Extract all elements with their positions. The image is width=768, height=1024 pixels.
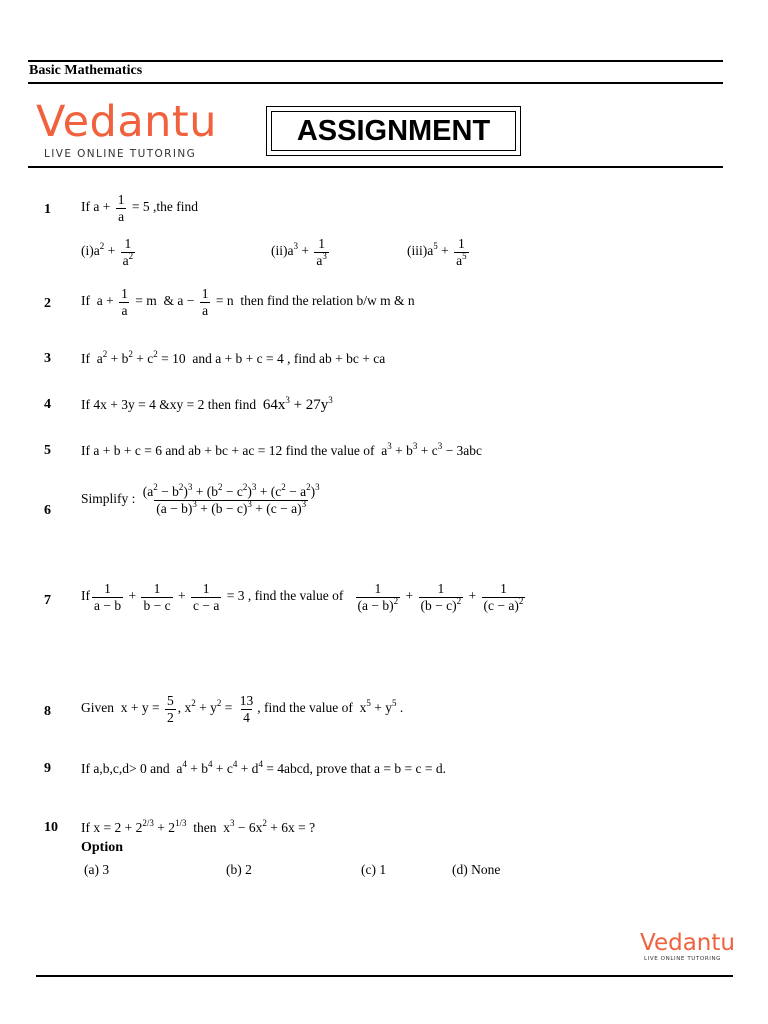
question-1-part-ii: $(ii)a^3$ + $\frac{1}{a^3}$ — [271, 236, 327, 268]
logo-wordmark: Vedantu — [36, 97, 218, 147]
question-number-10: 10 — [44, 820, 58, 835]
footer-logo-tagline: LIVE ONLINE TUTORING — [644, 956, 722, 962]
question-number-5: 5 — [44, 443, 51, 458]
question-number-6: 6 — [44, 503, 51, 518]
question-4: If 4x + 3y = 4 &xy = 2 then find $64x^3 + 27y^3$ — [81, 395, 333, 413]
question-3: If $a^2 + b^2 + c^2 = 10$ and a + b + c = 4 , find ab + bc + ca — [81, 349, 386, 366]
question-5: If a + b + c = 6 and ab + bc + ac = 12 find the value of $a^3 + b^3 + c^3 - 3abc$ — [81, 441, 483, 458]
question-7: If $\frac{1}{a - b}$ + $\frac{1}{b - c}$ + $\frac{1}{c - a}$ = 3 , find the value of $\frac{1}{(a - b)^2}$ + $\frac{1}{(b - c)^2}$ + $\frac{1}{(c - a)^2}$ — [81, 581, 524, 613]
question-6: Simplify : $\frac{(a^2 - b^2)^3 + (b^2 - c^2)^3 + (c^2 - a^2)^3}{(a - b)^3 + (b - c)^3 + (c - a)^3}$ — [81, 482, 320, 516]
question-8: Given x + y = $\frac{5}{2}$ , $x^2 + y^2$ = $\frac{13}{4}$ , find the value of $x^5 + y^5$ . — [81, 693, 404, 725]
option-a: (a) 3 — [84, 862, 110, 877]
logo-rule — [28, 166, 723, 168]
option-c: (c) 1 — [361, 862, 387, 877]
question-2: If a + $\frac{1}{a}$ = m & a − $\frac{1}{a}$ = n then find the relation b/w m & n — [81, 286, 415, 318]
footer-logo-wordmark: Vedantu — [640, 930, 735, 956]
option-b: (b) 2 — [226, 862, 252, 877]
question-number-9: 9 — [44, 761, 51, 776]
assignment-title: ASSIGNMENT — [271, 111, 516, 151]
options-title: Option — [81, 840, 124, 855]
logo-tagline: LIVE ONLINE TUTORING — [44, 148, 197, 160]
question-number-2: 2 — [44, 296, 51, 311]
question-number-7: 7 — [44, 593, 51, 608]
question-number-8: 8 — [44, 704, 51, 719]
footer-vedantu-logo — [640, 930, 740, 962]
assignment-title-box — [266, 106, 521, 156]
question-1: If a + $\frac{1}{a}$ = 5 ,the find — [81, 192, 198, 224]
question-number-3: 3 — [44, 351, 51, 366]
subject-title: Basic Mathematics — [29, 63, 143, 78]
question-1-part-iii: $(iii)a^5$ + $\frac{1}{a^5}$ — [407, 236, 467, 268]
vedantu-logo — [36, 98, 226, 160]
header-rule-bottom — [28, 82, 723, 84]
question-10: If $x = 2 + 2^{2/3} + 2^{1/3}$ then $x^3 - 6x^2 + 6x$ = ? — [81, 818, 316, 835]
question-9: If a,b,c,d> 0 and $a^4 + b^4 + c^4 + d^4$ = 4abcd, prove that a = b = c = d. — [81, 759, 446, 776]
question-1-part-i: $(i)a^2$ + $\frac{1}{a^2}$ — [81, 236, 134, 268]
option-d: (d) None — [452, 862, 501, 877]
header-rule-top — [28, 60, 723, 62]
footer-rule — [36, 975, 733, 977]
question-number-4: 4 — [44, 397, 51, 412]
question-number-1: 1 — [44, 202, 51, 217]
